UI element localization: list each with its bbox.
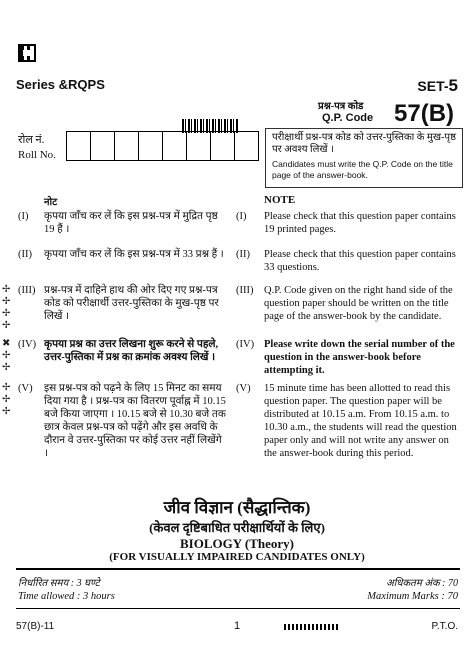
footer-code: 57(B)-11 xyxy=(16,621,55,632)
roll-box[interactable] xyxy=(66,131,91,161)
note-number-en: (IV) xyxy=(236,339,255,350)
note-text-en: Please check that this question paper contains 33 questions. xyxy=(264,249,456,273)
note-number-hi: (V) xyxy=(18,383,33,394)
qp-code-value: 57(B) xyxy=(394,100,455,127)
subject-subtitle-hi: (केवल दृष्टिबाधित परीक्षार्थियों के लिए) xyxy=(149,520,325,535)
star-decoration-icon: ✖ ✢ ✢ xyxy=(2,338,11,373)
note-text-en: Q.P. Code given on the right hand side of the question paper should be written on the title page of the answer-book by the candidate. xyxy=(264,285,453,322)
note-number-en: (II) xyxy=(236,249,250,260)
note-heading-en: NOTE xyxy=(264,194,296,206)
note-number-en: (III) xyxy=(236,285,254,296)
series-label: Series &RQPS xyxy=(16,77,105,92)
roll-box[interactable] xyxy=(138,131,163,161)
subject-title-en: BIOLOGY (Theory) xyxy=(180,536,294,551)
note-number-hi: (IV) xyxy=(18,339,37,350)
note-text-en: Please write down the serial number of the question in the answer-book before attempting it. xyxy=(264,339,455,376)
qr-code xyxy=(18,44,36,62)
note-text-hi: कृपया जाँच कर लें कि इस प्रश्न-पत्र में 33 प्रश्न हैं । xyxy=(44,249,224,260)
roll-box[interactable] xyxy=(114,131,139,161)
note-heading-hi: नोट xyxy=(44,197,58,208)
note-text-en: 15 minute time has been allotted to read this question paper. The question paper will be distributed at 10.15 a.m. From 10.15 a.m. to 10.30 a.m., the students will read the question paper only and will not write any answer on the answer-book during this period. xyxy=(264,383,457,459)
set-number: 5 xyxy=(448,76,458,95)
roll-no-label-en: Roll No. xyxy=(18,149,56,161)
divider xyxy=(16,608,460,609)
note-text-en: Please check that this question paper contains 19 printed pages. xyxy=(264,211,456,235)
divider xyxy=(16,568,460,570)
time-allowed-en: Time allowed : 3 hours xyxy=(18,591,115,602)
roll-box[interactable] xyxy=(162,131,187,161)
instruction-hi: परीक्षार्थी प्रश्न-पत्र कोड को उत्तर-पुस्तिका के मुख-पृष्ठ पर अवश्य लिखें । xyxy=(272,132,456,155)
roll-no-label-hi: रोल नं. xyxy=(18,134,45,146)
note-text-hi: कृपया प्रश्न का उत्तर लिखना शुरू करने से पहले, उत्तर-पुस्तिका में प्रश्न का क्रमांक अवश्य लिखें । xyxy=(44,339,219,363)
page-number: 1 xyxy=(234,620,241,632)
instruction-en: Candidates must write the Q.P. Code on the title page of the answer-book. xyxy=(272,159,453,180)
max-marks-en: Maximum Marks : 70 xyxy=(367,591,458,602)
roll-box[interactable] xyxy=(186,131,211,161)
roll-box[interactable] xyxy=(210,131,235,161)
subject-title-hi: जीव विज्ञान (सैद्धान्तिक) xyxy=(163,498,311,517)
subject-subtitle-en: (FOR VISUALLY IMPAIRED CANDIDATES ONLY) xyxy=(109,551,365,563)
set-label: SET-5 xyxy=(417,76,458,95)
roll-box[interactable] xyxy=(234,131,259,161)
note-number-en: (I) xyxy=(236,211,247,222)
roll-no-boxes[interactable] xyxy=(66,131,258,161)
qp-code-label-en: Q.P. Code xyxy=(322,112,374,124)
time-allowed-hi: निर्धारित समय : 3 घण्टे xyxy=(18,578,100,589)
roll-box[interactable] xyxy=(90,131,115,161)
footer-barcode-strip xyxy=(284,624,338,630)
note-text-hi: इस प्रश्न-पत्र को पढ़ने के लिए 15 मिनट का समय दिया गया है । प्रश्न-पत्र का वितरण पूर्वाह्न में 10.15 बजे किया जाएगा । 10.15 बजे से 10.30 बजे तक छात्र केवल प्रश्न-पत्र को पढ़ेंगे और इस अवधि के दौरान वे उत्तर-पुस्तिका पर कोई उत्तर नहीं लिखेंगे । xyxy=(44,383,226,459)
note-number-hi: (II) xyxy=(18,249,32,260)
star-decoration-icon: ✢ ✢ ✢ xyxy=(2,382,11,417)
note-text-hi: कृपया जाँच कर लें कि इस प्रश्न-पत्र में मुद्रित पृष्ठ 19 हैं । xyxy=(44,211,218,235)
max-marks-hi: अधिकतम अंक : 70 xyxy=(386,578,458,589)
qp-code-label-hi: प्रश्न-पत्र कोड xyxy=(318,101,364,112)
star-decoration-icon: ✢ ✢ ✢ ✢ xyxy=(2,284,11,331)
instruction-box xyxy=(265,128,463,188)
note-number-hi: (I) xyxy=(18,211,29,222)
note-text-hi: प्रश्न-पत्र में दाहिने हाथ की ओर दिए गए प्रश्न-पत्र कोड को परीक्षार्थी उत्तर-पुस्तिका के मुख-पृष्ठ पर लिखें । xyxy=(44,285,219,322)
pto-label: P.T.O. xyxy=(431,621,458,632)
note-number-en: (V) xyxy=(236,383,251,394)
note-number-hi: (III) xyxy=(18,285,36,296)
